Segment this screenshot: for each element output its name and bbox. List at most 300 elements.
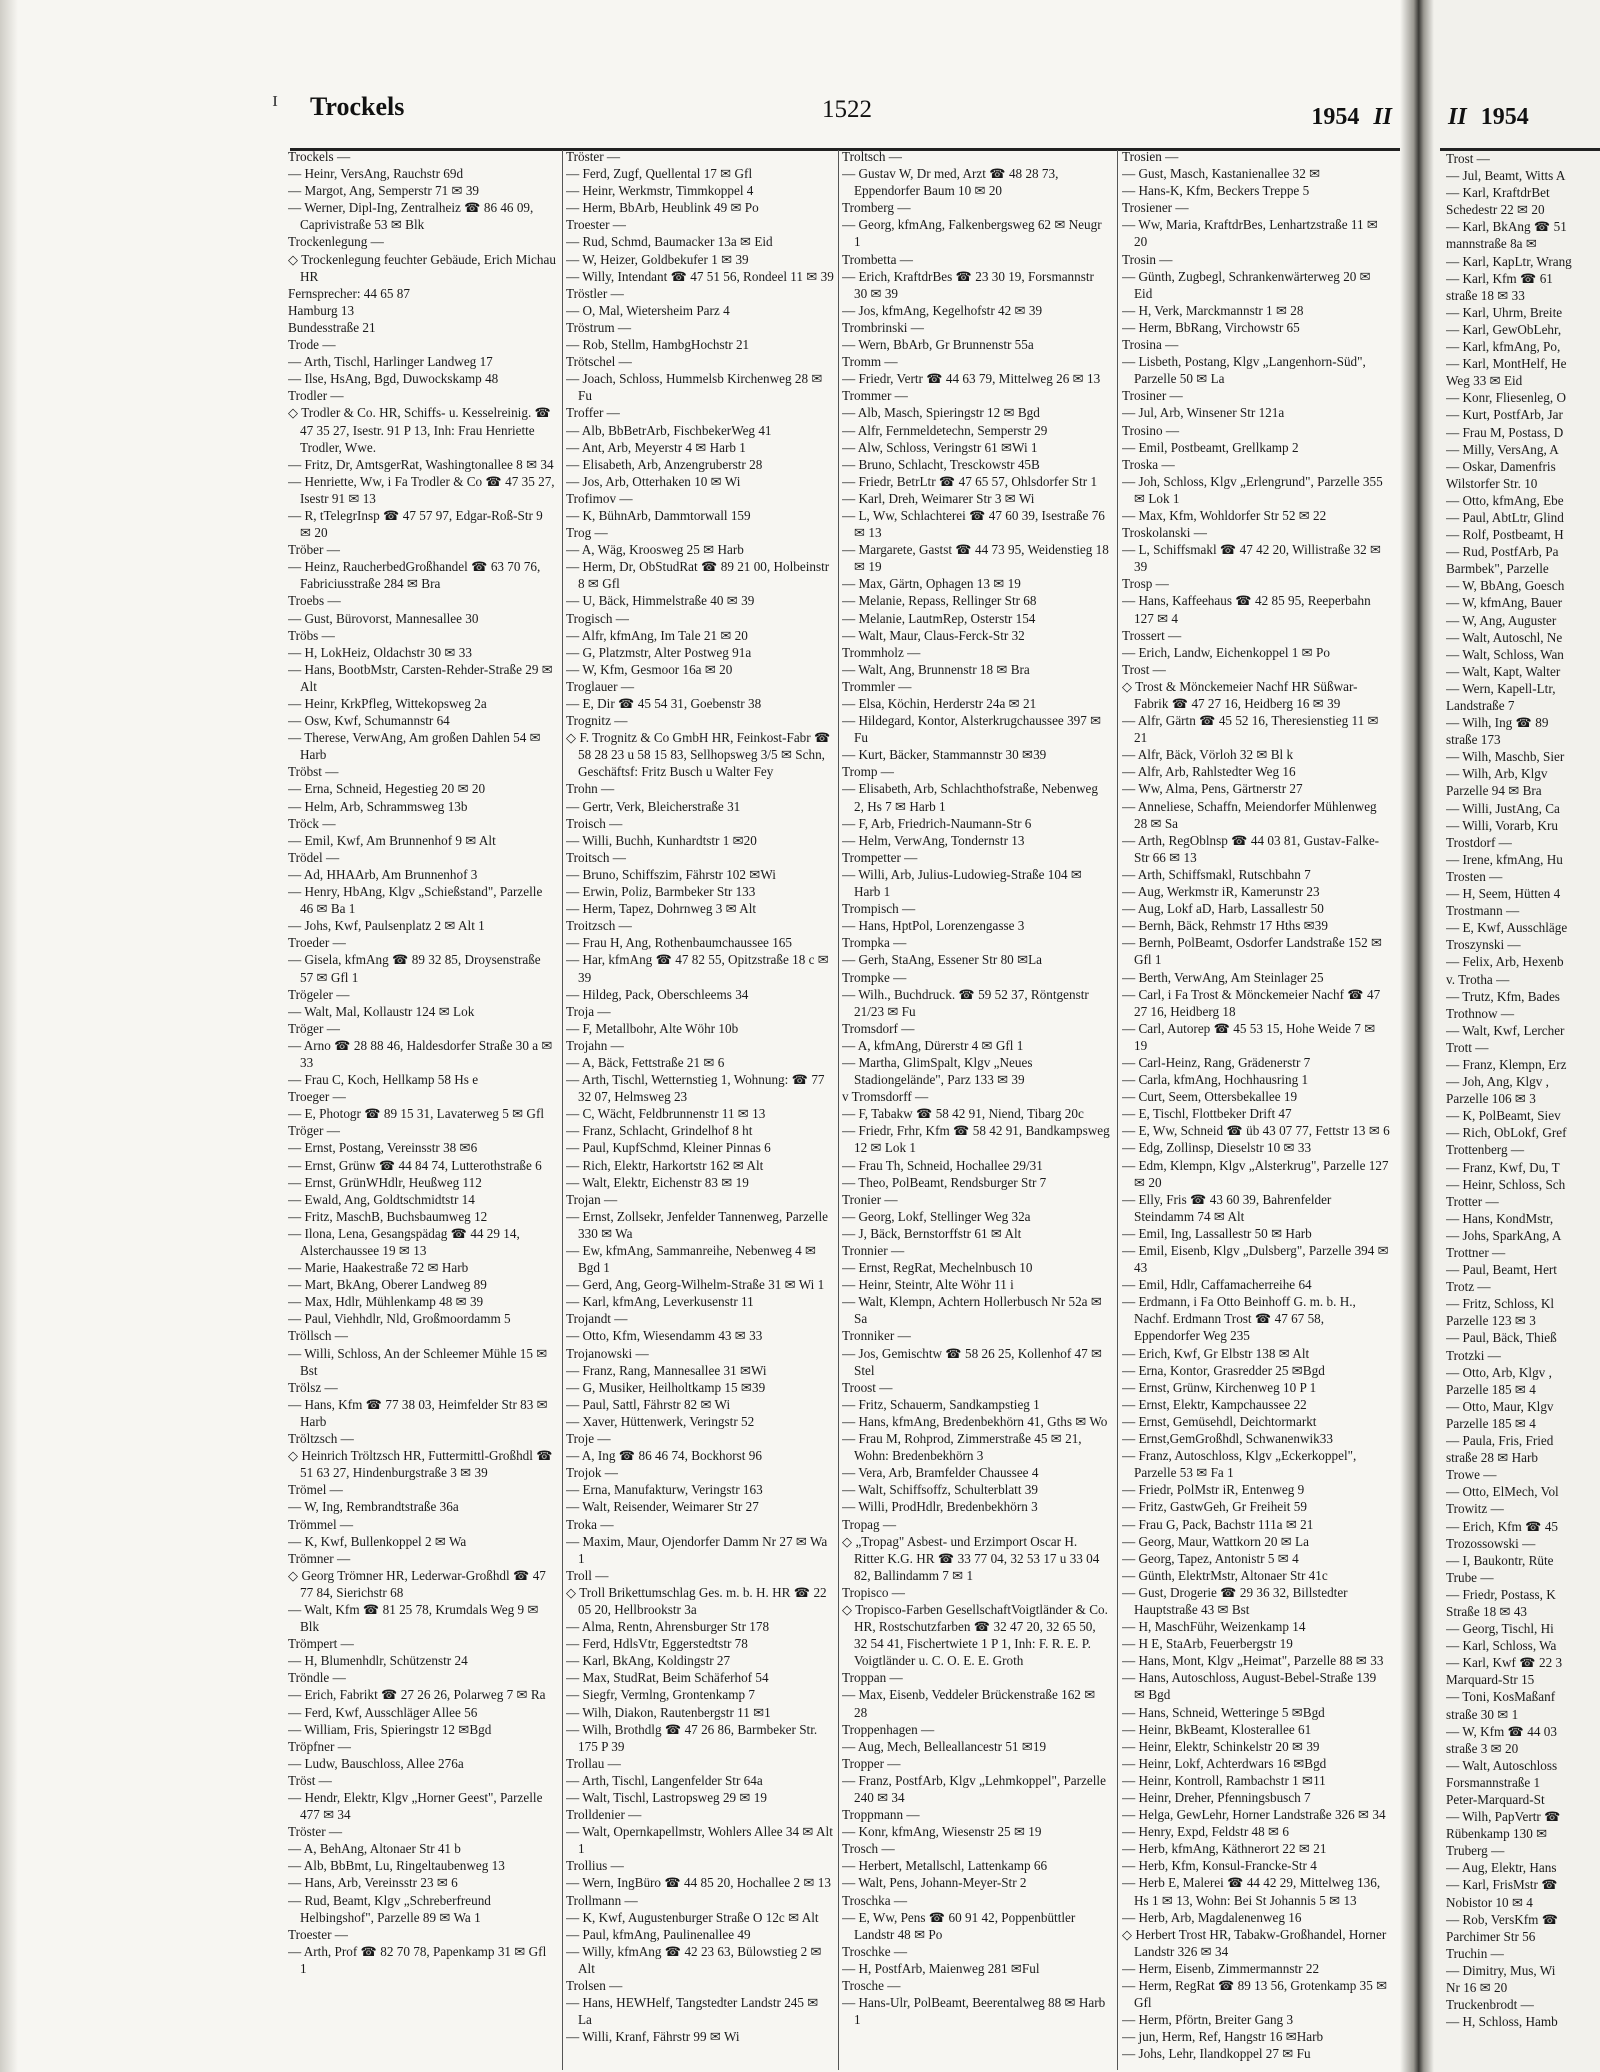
person-entry: — Walt, Maur, Claus-Ferck-Str 32 — [842, 627, 1025, 643]
surname-heading: Trode — — [288, 337, 336, 353]
person-entry: — Karl, Schloss, Wa — [1446, 1638, 1557, 1654]
person-entry: — Heinr, Elektr, Schinkelstr 20 ✉ 39 — [1122, 1738, 1320, 1754]
person-entry: — Georg, Tischl, Hi — [1446, 1621, 1554, 1637]
person-entry: — Bernh, PolBeamt, Osdorfer Landstraße 152 ✉ Gfl 1 — [1122, 935, 1383, 968]
person-entry: — Joach, Schloss, Hummelsb Kirchenweg 28 ✉ Fu — [566, 371, 823, 404]
person-entry: — Ernst, Postang, Vereinsstr 38 ✉6 — [288, 1140, 478, 1156]
person-entry: — U, Bäck, Himmelstraße 40 ✉ 39 — [566, 593, 755, 609]
person-entry: — E, Ww, Pens ☎ 60 91 42, Poppenbüttler Landstr 48 ✉ Po — [842, 1909, 1076, 1942]
surname-heading: Trosino — — [1122, 422, 1180, 438]
person-entry: — Alw, Schloss, Veringstr 61 ✉Wi 1 — [842, 439, 1038, 455]
person-entry: — Walt, Kwf, Lercher — [1446, 1022, 1565, 1038]
person-entry: — Alfr, Fernmeldetechn, Semperstr 29 — [842, 422, 1048, 438]
person-entry: — Alfr, Arb, Rahlstedter Weg 16 — [1122, 764, 1296, 780]
person-entry: — Ant, Arb, Meyerstr 4 ✉ Harb 1 — [566, 439, 746, 455]
person-entry: — Erwin, Poliz, Barmbeker Str 133 — [566, 884, 756, 900]
person-entry: — Bruno, Schlacht, Tresckowstr 45B — [842, 456, 1040, 472]
person-entry: — Karl, Kwf ☎ 22 3 — [1446, 1655, 1563, 1671]
person-entry: — Hans, Arb, Vereinsstr 23 ✉ 6 — [288, 1875, 458, 1891]
surname-heading: Troskolanski — — [1122, 525, 1207, 541]
person-entry: — Henry, Expd, Feldstr 48 ✉ 6 — [1122, 1824, 1289, 1840]
person-entry: — Jos, kfmAng, Kegelhofstr 42 ✉ 39 — [842, 302, 1043, 318]
surname-heading: Trosch — — [842, 1841, 895, 1857]
person-entry: — G, Platzmstr, Alter Postweg 91a — [566, 644, 752, 660]
surname-heading: Nr 16 ✉ 20 — [1446, 1980, 1508, 1996]
person-entry: — Willi, JustAng, Ca — [1446, 800, 1560, 816]
person-entry: — W, Ing, Rembrandtstraße 36a — [288, 1499, 459, 1515]
person-entry: — Walt, Opernkapellmstr, Wohlers Allee 34 ✉ Alt 1 — [566, 1824, 833, 1857]
surname-heading: Trotz — — [1446, 1279, 1491, 1295]
person-entry: — Frau C, Koch, Hellkamp 58 Hs e — [288, 1072, 479, 1088]
person-entry: — Karl, GewObLehr, — [1446, 321, 1562, 337]
surname-heading: straße 173 — [1446, 732, 1501, 748]
person-entry: — Walt, Kfm ☎ 81 25 78, Krumdals Weg 9 ✉ Blk — [288, 1601, 539, 1635]
person-entry: — Aug, Mech, Belleallancestr 51 ✉19 — [842, 1738, 1047, 1754]
person-entry: — Hans-K, Kfm, Beckers Treppe 5 — [1122, 183, 1310, 199]
person-entry: — E, Photogr ☎ 89 15 31, Lavaterweg 5 ✉ Gfl — [288, 1106, 545, 1122]
person-entry: — Kurt, Bäcker, Stammannstr 30 ✉39 — [842, 747, 1047, 763]
person-entry: — Herm, Dr, ObStudRat ☎ 89 21 00, Holbeinstr 8 ✉ Gfl — [566, 559, 830, 592]
person-entry: — Paul, AbtLtr, Glind — [1446, 509, 1564, 525]
surname-heading: Tromm — — [842, 354, 898, 370]
person-entry: — Walt, Elektr, Eichenstr 83 ✉ 19 — [566, 1174, 749, 1190]
surname-heading: v Tromsdorff — — [842, 1089, 929, 1105]
surname-heading: Troebs — — [288, 593, 341, 609]
person-entry: — Wilh, Ing ☎ 89 — [1446, 715, 1549, 731]
person-entry: — Ernst, Elektr, Kampchaussee 22 — [1122, 1396, 1307, 1412]
person-entry: — Bruno, Schiffszim, Fährstr 102 ✉Wi — [566, 866, 776, 882]
year: 1954 — [1311, 104, 1360, 130]
person-entry: — Hans, Kfm ☎ 77 38 03, Heimfelder Str 83 ✉ Harb — [288, 1396, 548, 1429]
surname-heading: Tronniker — — [842, 1328, 911, 1344]
person-entry: — Willi, ProdHdlr, Bredenbekhörn 3 — [842, 1499, 1038, 1515]
person-entry: — Edg, Zollinsp, Dieselstr 10 ✉ 33 — [1122, 1140, 1312, 1156]
surname-heading: Trömpert — — [288, 1636, 354, 1652]
page-number: 1522 — [822, 96, 872, 123]
person-entry: — C, Wächt, Feldbrunnenstr 11 ✉ 13 — [566, 1106, 766, 1122]
person-entry: — Paul, Beamt, Hert — [1446, 1262, 1557, 1278]
surname-heading: Troffer — — [566, 405, 620, 421]
person-entry: — Ludw, Bauschloss, Allee 276a — [288, 1755, 464, 1771]
surname-heading: Tröger — — [288, 1020, 340, 1036]
person-entry: — Hildeg, Pack, Oberschleems 34 — [566, 986, 749, 1002]
person-entry: — Elisabeth, Arb, Anzengruberstr 28 — [566, 456, 763, 472]
person-entry: — Erna, Kontor, Grasredder 25 ✉Bgd — [1122, 1362, 1325, 1378]
surname-heading: Landstraße 7 — [1446, 698, 1515, 713]
surname-heading: Troisch — — [566, 815, 623, 831]
person-entry: — Arth, Tischl, Langenfelder Str 64a — [566, 1772, 763, 1788]
person-entry: — Herb, kfmAng, Käthnerort 22 ✉ 21 — [1122, 1841, 1327, 1857]
surname-heading: Trube — — [1446, 1569, 1494, 1585]
person-entry: — Joh, Ang, Klgv , — [1446, 1074, 1549, 1090]
person-entry: — Herm, BbArb, Heublink 49 ✉ Po — [566, 200, 759, 216]
surname-heading: Troppenhagen — — [842, 1721, 935, 1737]
surname-heading: Trollius — — [566, 1858, 624, 1874]
person-entry: — Ferd, Zugf, Quellental 17 ✉ Gfl — [566, 166, 753, 182]
surname-heading: Trolldenier — — [566, 1807, 642, 1823]
person-entry: — Hans, Mont, Klgv „Heimat", Parzelle 88 ✉ 33 — [1122, 1653, 1384, 1669]
person-entry: — Wilh, Diakon, Rautenbergstr 11 ✉1 — [566, 1704, 771, 1720]
surname-heading: Troska — — [1122, 456, 1175, 472]
person-entry: — Toni, KosMaßanf — [1446, 1689, 1556, 1705]
person-entry: — Ernst, Gemüsehdl, Deichtormarkt — [1122, 1413, 1317, 1429]
surname-heading: Tröck — — [288, 815, 336, 831]
person-entry: — Carl, i Fa Trost & Mönckemeier Nachf ☎ 47 27 16, Heidberg 18 — [1122, 986, 1381, 1019]
person-entry: — Edm, Klempn, Klgv „Alsterkrug", Parzelle 127 ✉ 20 — [1122, 1157, 1389, 1190]
person-entry: — Franz, Schlacht, Grindelhof 8 ht — [566, 1123, 753, 1139]
person-entry: — Elisabeth, Arb, Schlachthofstraße, Nebenweg 2, Hs 7 ✉ Harb 1 — [842, 781, 1098, 814]
person-entry: — K, Kwf, Bullenkoppel 2 ✉ Wa — [288, 1533, 467, 1549]
person-entry: — Helm, VerwAng, Tondernstr 13 — [842, 832, 1025, 848]
person-entry: — Wilh, Brothdlg ☎ 47 26 86, Barmbeker Str. 175 P 39 — [566, 1721, 818, 1754]
surname-heading: Wilstorfer Str. 10 — [1446, 475, 1538, 491]
person-entry: — Alb, BbBetrArb, FischbekerWeg 41 — [566, 422, 772, 438]
person-entry: — Carla, kfmAng, Hochhausring 1 — [1122, 1072, 1309, 1088]
surname-heading: Troszynski — — [1446, 937, 1521, 953]
person-entry: — A, Ing ☎ 86 46 74, Bockhorst 96 — [566, 1448, 762, 1464]
person-entry: — W, Ang, Auguster — [1446, 612, 1557, 628]
business-entry: ◇ Troll Brikettumschlag Ges. m. b. H. HR ☎ 22 05 20, Hellbrookstr 3a — [566, 1584, 827, 1617]
person-entry: — Karl, BkAng ☎ 51 — [1446, 219, 1567, 235]
person-entry: — J, Bäck, Bernstorffstr 61 ✉ Alt — [842, 1225, 1022, 1241]
person-entry: — Emil, Kwf, Am Brunnenhof 9 ✉ Alt — [288, 832, 496, 848]
person-entry: — Gertr, Verk, Bleicherstraße 31 — [566, 798, 741, 814]
surname-heading: Tröger — — [288, 1123, 340, 1139]
person-entry: — Arth, RegOblnsp ☎ 44 03 81, Gustav-Falke-Str 66 ✉ 13 — [1122, 832, 1380, 865]
surname-heading: Parzelle 123 ✉ 3 — [1446, 1313, 1536, 1329]
surname-heading: Tronnier — — [842, 1243, 905, 1258]
person-entry: — Walt, Autoschl, Ne — [1446, 629, 1563, 645]
person-entry: — L, Ww, Schlachterei ☎ 47 60 39, Isestraße 76 ✉ 13 — [842, 507, 1105, 541]
surname-heading: Trompisch — — [842, 901, 916, 917]
person-entry: — Heinr, BkBeamt, Klosterallee 61 — [1122, 1721, 1312, 1737]
surname-heading: Tröster — — [288, 1824, 343, 1840]
surname-heading: Trojan — — [566, 1191, 618, 1207]
surname-heading: Troglauer — — [566, 678, 635, 694]
person-entry: — Walt, Schloss, Wan — [1446, 646, 1564, 662]
book-gutter — [1400, 0, 1434, 2072]
surname-heading: Parzelle 185 ✉ 4 — [1446, 1415, 1536, 1431]
surname-heading: Trothnow — — [1446, 1005, 1515, 1021]
surname-heading: Trowe — — [1446, 1467, 1497, 1483]
person-entry: — Emil, Hdlr, Caffamacherreihe 64 — [1122, 1277, 1312, 1293]
person-entry: — Herm, Tapez, Dohrnweg 3 ✉ Alt — [566, 901, 757, 917]
person-entry: — Margot, Ang, Semperstr 71 ✉ 39 — [288, 183, 480, 199]
person-entry: — Maxim, Maur, Ojendorfer Damm Nr 27 ✉ Wa 1 — [566, 1533, 828, 1566]
surname-heading: Trosiner — — [1122, 388, 1183, 404]
person-entry: — Fritz, Schloss, Kl — [1446, 1296, 1555, 1312]
surname-heading: v. Trotha — — [1446, 971, 1510, 987]
surname-heading: Tropag — — [842, 1516, 897, 1532]
surname-heading: Tröst — — [288, 1772, 332, 1788]
business-entry: ◇ Herbert Trost HR, Tabakw-Großhandel, Horner Landstr 326 ✉ 34 — [1122, 1926, 1387, 1959]
person-entry: — Heinz, RaucherbedGroßhandel ☎ 63 70 76, Fabriciusstraße 284 ✉ Bra — [288, 559, 541, 592]
person-entry: — H, Seem, Hütten 4 — [1446, 886, 1561, 902]
person-entry: — I, Baukontr, Rüte — [1446, 1552, 1554, 1568]
surname-heading: Trogisch — — [566, 610, 629, 626]
person-entry: — A, Bäck, Fettstraße 21 ✉ 6 — [566, 1054, 725, 1070]
surname-heading: Trost — — [1446, 151, 1490, 166]
person-entry: — Carl, Autorep ☎ 45 53 15, Hohe Weide 7 ✉ 19 — [1122, 1020, 1376, 1053]
surname-heading: Trost — — [1122, 661, 1166, 677]
person-entry: — Emil, Ing, Lassallestr 50 ✉ Harb — [1122, 1225, 1312, 1241]
person-entry: — Anneliese, Schaffn, Meiendorfer Mühlenweg 28 ✉ Sa — [1122, 798, 1377, 831]
person-entry: — Alfr, kfmAng, Im Tale 21 ✉ 20 — [566, 627, 748, 643]
surname-heading: Trompka — — [842, 935, 907, 951]
directory-column-4 — [1122, 148, 1390, 2068]
person-entry: — Hildegard, Kontor, Alsterkrugchaussee 397 ✉ Fu — [842, 713, 1102, 746]
running-head: Trockels — [310, 92, 405, 121]
person-entry: — Vera, Arb, Bramfelder Chaussee 4 — [842, 1465, 1039, 1481]
person-entry: — Marie, Haakestraße 72 ✉ Harb — [288, 1260, 469, 1276]
person-entry: — Hans, Autoschloss, August-Bebel-Straße 139 ✉ Bgd — [1122, 1670, 1377, 1703]
surname-heading: Troja — — [566, 1003, 611, 1019]
surname-heading: Troitsch — — [566, 849, 626, 865]
person-entry: — Bernh, Bäck, Rehmstr 17 Hths ✉39 — [1122, 918, 1328, 934]
surname-heading: Trompetter — — [842, 849, 918, 865]
person-entry: — Rob, Stellm, HambgHochstr 21 — [566, 337, 750, 353]
person-entry: — Herm, BbRang, Virchowstr 65 — [1122, 319, 1300, 335]
person-entry: — Otto, Maur, Klgv — [1446, 1398, 1554, 1414]
person-entry: — Heinr, Werkmstr, Timmkoppel 4 — [566, 183, 754, 199]
person-entry: — Jos, Arb, Otterhaken 10 ✉ Wi — [566, 473, 741, 489]
person-entry: — Helm, Arb, Schrammsweg 13b — [288, 798, 468, 814]
person-entry: — E, Ww, Schneid ☎ üb 43 07 77, Fettstr 13 ✉ 6 — [1122, 1123, 1390, 1139]
person-entry: — Herb, Kfm, Konsul-Francke-Str 4 — [1122, 1858, 1317, 1874]
person-entry: — Karl, kfmAng, Leverkusenstr 11 — [566, 1294, 754, 1310]
surname-heading: Trommholz — — [842, 644, 921, 660]
person-entry: — Willi, Arb, Julius-Ludowieg-Straße 104 ✉ Harb 1 — [842, 866, 1082, 900]
person-entry: — Herb, Arb, Magdalenenweg 16 — [1122, 1909, 1302, 1925]
surname-heading: Trosten — — [1446, 868, 1503, 884]
person-entry: — Erna, Manufakturw, Veringstr 163 — [566, 1482, 763, 1498]
person-entry: — Franz, PostfArb, Klgv „Lehmkoppel", Parzelle 240 ✉ 34 — [842, 1772, 1106, 1805]
surname-heading: Tröbst — — [288, 764, 339, 780]
person-entry: — Osw, Kwf, Schumannstr 64 — [288, 713, 450, 729]
person-entry: — Hendr, Elektr, Klgv „Horner Geest", Parzelle 477 ✉ 34 — [288, 1790, 543, 1823]
person-entry: — Rolf, Postbeamt, H — [1446, 527, 1564, 543]
person-entry: — Ernst,GemGroßhdl, Schwanenwik33 — [1122, 1431, 1333, 1447]
surname-heading: Trognitz — — [566, 713, 628, 729]
person-entry: — Hans, Schneid, Wetteringe 5 ✉Bgd — [1122, 1704, 1325, 1720]
person-entry: — Wern, Kapell-Ltr, — [1446, 680, 1556, 696]
person-entry: — A, kfmAng, Dürerstr 4 ✉ Gfl 1 — [842, 1037, 1024, 1053]
person-entry: — K, Kwf, Augustenburger Straße O 12c ✉ Alt — [566, 1909, 819, 1925]
column-separator — [1117, 150, 1118, 2070]
person-entry: — Curt, Seem, Ottersbekallee 19 — [1122, 1089, 1298, 1105]
surname-heading: Troppmann — — [842, 1807, 920, 1823]
person-entry: — Arth, Tischl, Wetternstieg 1, Wohnung: ☎ 77 32 07, Helmsweg 23 — [566, 1072, 825, 1105]
surname-heading: Trötschel — — [566, 354, 632, 370]
person-entry: — Karl, BkAng, Koldingstr 27 — [566, 1653, 731, 1669]
person-entry: — Rob, VersKfm ☎ — [1446, 1911, 1559, 1927]
year-volume — [1311, 104, 1392, 131]
business-entry: ◇ Trodler & Co. HR, Schiffs- u. Kesselreinig. ☎ 47 35 27, Isestr. 91 P 13, Inh: Frau Henriette Trodler, Wwe. — [288, 405, 551, 455]
person-entry: — Johs, Kwf, Paulsenplatz 2 ✉ Alt 1 — [288, 918, 485, 934]
surname-heading: Fernsprecher: 44 65 87 — [288, 285, 410, 301]
person-entry: — Heinr, Dreher, Pfenningsbusch 7 — [1122, 1790, 1311, 1805]
surname-heading: Tröllsch — — [288, 1328, 348, 1344]
person-entry: — Erna, Schneid, Hegestieg 20 ✉ 20 — [288, 781, 486, 797]
business-entry: ◇ Heinrich Tröltzsch HR, Futtermittl-Großhdl ☎ 51 63 27, Hindenburgstraße 3 ✉ 39 — [288, 1448, 553, 1481]
person-entry: — Paula, Fris, Fried — [1446, 1433, 1554, 1449]
directory-column-2 — [566, 148, 834, 2068]
person-entry: — Theo, PolBeamt, Rendsburger Str 7 — [842, 1174, 1047, 1190]
person-entry: — Karl, Uhrm, Breite — [1446, 304, 1563, 320]
person-entry: — Max, Hdlr, Mühlenkamp 48 ✉ 39 — [288, 1294, 484, 1310]
surname-heading: Peter-Marquard-St — [1446, 1792, 1545, 1807]
surname-heading: Weg 33 ✉ Eid — [1446, 373, 1523, 389]
surname-heading: Troeger — — [288, 1089, 346, 1105]
surname-heading: Trollau — — [566, 1755, 621, 1771]
page-header — [0, 92, 1420, 152]
person-entry: — Wilh, Arb, Klgv — [1446, 766, 1548, 782]
person-entry: — Heinr, Steintr, Alte Wöhr 11 i — [842, 1277, 1014, 1293]
surname-heading: Trollmann — — [566, 1892, 638, 1908]
surname-heading: Trott — — [1446, 1039, 1489, 1055]
person-entry: — F, Tabakw ☎ 58 42 91, Niend, Tibarg 20c — [842, 1106, 1084, 1122]
person-entry: — F, Arb, Friedrich-Naumann-Str 6 — [842, 815, 1032, 831]
person-entry: — Georg, kfmAng, Falkenbergsweg 62 ✉ Neugr 1 — [842, 217, 1102, 250]
person-entry: — Paul, KupfSchmd, Kleiner Pinnas 6 — [566, 1140, 771, 1156]
surname-heading: Tropisco — — [842, 1584, 905, 1600]
person-entry: — F, Metallbohr, Alte Wöhr 10b — [566, 1020, 739, 1036]
person-entry: — Arno ☎ 28 88 46, Haldesdorfer Straße 30 a ✉ 33 — [288, 1037, 553, 1070]
person-entry: — Karl, MontHelf, He — [1446, 356, 1567, 372]
person-entry: — Wilh, Maschb, Sier — [1446, 749, 1565, 765]
surname-heading: Troschke — — [842, 1943, 908, 1959]
facing-volume: II — [1448, 104, 1467, 130]
person-entry: — Wilh., Buchdruck. ☎ 59 52 37, Röntgenstr 21/23 ✉ Fu — [842, 986, 1089, 1019]
surname-heading: Truchin — — [1446, 1945, 1504, 1961]
surname-heading: Tröster — — [566, 149, 621, 164]
surname-heading: Troppan — — [842, 1670, 903, 1686]
surname-heading: Nobistor 10 ✉ 4 — [1446, 1894, 1533, 1910]
surname-heading: Tröbs — — [288, 627, 335, 643]
surname-heading: Tromp — — [842, 764, 894, 780]
surname-heading: Tröndle — — [288, 1670, 346, 1686]
surname-heading: Trolsen — — [566, 1978, 623, 1994]
surname-heading: Truckenbrodt — — [1446, 1997, 1534, 2013]
surname-heading: mannstraße 8a ✉ — [1446, 236, 1537, 252]
person-entry: — Alfr, Gärtn ☎ 45 52 16, Theresienstieg 11 ✉ 21 — [1122, 713, 1379, 746]
person-entry: — W, kfmAng, Bauer — [1446, 595, 1563, 611]
surname-heading: Parzelle 106 ✉ 3 — [1446, 1091, 1536, 1107]
person-entry: — Alma, Rentn, Ahrensburger Str 178 — [566, 1619, 770, 1635]
facing-page — [1420, 0, 1600, 2072]
person-entry: — Wilh, PapVertr ☎ — [1446, 1809, 1561, 1825]
person-entry: — Hans, Kaffeehaus ☎ 42 85 95, Reeperbahn 127 ✉ 4 — [1122, 593, 1371, 626]
surname-heading: Tropper — — [842, 1755, 901, 1771]
person-entry: — Felix, Arb, Hexenb — [1446, 954, 1564, 970]
person-entry: — E, Dir ☎ 45 54 31, Goebenstr 38 — [566, 696, 762, 711]
person-entry: — Aug, Werkmstr iR, Kamerunstr 23 — [1122, 884, 1320, 900]
person-entry: — Walt, Ang, Brunnenstr 18 ✉ Bra — [842, 661, 1030, 677]
person-entry: — Aug, Elektr, Hans — [1446, 1860, 1557, 1876]
person-entry: — E, Kwf, Ausschläge — [1446, 920, 1568, 936]
person-entry: — Herbert, Metallschl, Lattenkamp 66 — [842, 1858, 1048, 1874]
person-entry: — Karl, Dreh, Weimarer Str 3 ✉ Wi — [842, 490, 1035, 506]
surname-heading: Troschka — — [842, 1892, 908, 1908]
surname-heading: Trohn — — [566, 781, 615, 797]
directory-column-1 — [288, 148, 556, 2068]
person-entry: — Gust, Drogerie ☎ 29 36 32, Billstedter Hauptstraße 43 ✉ Bst — [1122, 1584, 1348, 1617]
person-entry: — Friedr, Postass, K — [1446, 1586, 1556, 1602]
surname-heading: Hamburg 13 — [288, 302, 355, 318]
surname-heading: Tröpfner — — [288, 1738, 351, 1754]
person-entry: — Alfr, Bäck, Vörloh 32 ✉ Bl k — [1122, 747, 1294, 763]
person-entry: — Gisela, kfmAng ☎ 89 32 85, Droysenstraße 57 ✉ Gfl 1 — [288, 952, 541, 985]
person-entry: — Henriette, Ww, i Fa Trodler & Co ☎ 47 35 27, Isestr 91 ✉ 13 — [288, 473, 555, 506]
business-entry: ◇ F. Trognitz & Co GmbH HR, Feinkost-Fabr ☎ 58 28 23 u 58 15 83, Sellhopsweg 3/5 ✉ Schn, Geschäftsf: Fritz Busch u Walter Fey — [566, 730, 831, 780]
surname-heading: Bundesstraße 21 — [288, 319, 376, 335]
person-entry: — Lisbeth, Postang, Klgv „Langenhorn-Süd", Parzelle 50 ✉ La — [1122, 354, 1366, 387]
person-entry: — Willy, kfmAng ☎ 42 23 63, Bülowstieg 2 ✉ Alt — [566, 1943, 822, 1976]
person-entry: — Aug, Lokf aD, Harb, Lassallestr 50 — [1122, 901, 1324, 917]
surname-heading: Trojandt — — [566, 1311, 628, 1327]
surname-heading: Troitzsch — — [566, 918, 632, 934]
person-entry: — Ad, HHAArb, Am Brunnenhof 3 — [288, 866, 478, 882]
person-entry: — Frau M, Postass, D — [1446, 424, 1564, 440]
person-entry: — Gust, Bürovorst, Mannesallee 30 — [288, 610, 479, 626]
person-entry: — Heinr, VersAng, Rauchstr 69d — [288, 166, 464, 182]
person-entry: — Frau M, Rohprod, Zimmerstraße 45 ✉ 21, Wohn: Bredenbekhörn 3 — [842, 1431, 1082, 1464]
person-entry: — Jos, Gemischtw ☎ 58 26 25, Kollenhof 47 ✉ Stel — [842, 1345, 1103, 1378]
person-entry: — Gerd, Ang, Georg-Wilhelm-Straße 31 ✉ Wi 1 — [566, 1277, 825, 1293]
surname-heading: Troltsch — — [842, 149, 902, 164]
surname-heading: Forsmannstraße 1 — [1446, 1774, 1541, 1790]
person-entry: — Walt, Reisender, Weimarer Str 27 — [566, 1499, 759, 1515]
person-entry: — Georg, Maur, Wattkorn 20 ✉ La — [1122, 1533, 1309, 1549]
person-entry: — Ww, Alma, Pens, Gärtnerstr 27 — [1122, 781, 1303, 797]
person-entry: — R, tTelegrInsp ☎ 47 57 97, Edgar-Roß-Str 9 ✉ 20 — [288, 507, 543, 541]
facing-page-header — [1448, 104, 1529, 131]
person-entry: — Heinr, KrkPfleg, Wittekopsweg 2a — [288, 696, 487, 711]
business-entry: ◇ Georg Trömner HR, Lederwar-Großhdl ☎ 47 77 84, Sierichstr 68 — [288, 1567, 546, 1600]
person-entry: — Martha, GlimSpalt, Klgv „Neues Stadiongelände", Parz 133 ✉ 39 — [842, 1054, 1033, 1088]
surname-heading: Trozossowski — — [1446, 1535, 1536, 1551]
surname-heading: Troost — — [842, 1379, 893, 1395]
person-entry: — Henry, HbAng, Klgv „Schießstand", Parzelle 46 ✉ Ba 1 — [288, 884, 543, 917]
surname-heading: straße 3 ✉ 20 — [1446, 1740, 1519, 1756]
surname-heading: Trostmann — — [1446, 903, 1520, 919]
person-entry: — H, LokHeiz, Oldachstr 30 ✉ 33 — [288, 644, 472, 660]
person-entry: — H, Blumenhdlr, Schützenstr 24 — [288, 1653, 468, 1669]
person-entry: — Fritz, Schauerm, Sandkampstieg 1 — [842, 1396, 1040, 1412]
person-entry: — Har, kfmAng ☎ 47 82 55, Opitzstraße 18 c ✉ 39 — [566, 952, 829, 985]
person-entry: — Otto, ElMech, Vol — [1446, 1484, 1559, 1500]
person-entry: — Franz, Klempn, Erz — [1446, 1056, 1567, 1072]
person-entry: — H, Verk, Marckmannstr 1 ✉ 28 — [1122, 302, 1304, 318]
person-entry: — Ew, kfmAng, Sammanreihe, Nebenweg 4 ✉ Bgd 1 — [566, 1243, 817, 1276]
surname-heading: Trompke — — [842, 969, 907, 985]
surname-heading: Trosien — — [1122, 149, 1179, 164]
person-entry: — Otto, kfmAng, Ebe — [1446, 492, 1564, 508]
person-entry: — Rud, PostfArb, Pa — [1446, 544, 1559, 560]
person-entry: — Walt, Schiffsoffz, Schulterblatt 39 — [842, 1482, 1038, 1498]
surname-heading: Trottenberg — — [1446, 1142, 1525, 1158]
surname-heading: Trojok — — [566, 1465, 618, 1481]
person-entry: — Karl, Kfm ☎ 61 — [1446, 270, 1553, 286]
person-entry: — Herb E, Malerei ☎ 44 42 29, Mittelweg 136, Hs 1 ✉ 13, Wohn: Bei St Johannis 5 ✉ 13 — [1122, 1875, 1381, 1908]
surname-heading: Tröltzsch — — [288, 1431, 354, 1447]
person-entry: — Walt, Mal, Kollaustr 124 ✉ Lok — [288, 1003, 475, 1019]
facing-year: 1954 — [1480, 104, 1529, 130]
person-entry: — Johs, Lehr, Ilandkoppel 27 ✉ Fu — [1122, 2046, 1311, 2062]
business-entry: ◇ Trost & Mönckemeier Nachf HR Süßwar-Fabrik ☎ 47 27 16, Heidberg 16 ✉ 39 — [1122, 678, 1358, 711]
person-entry: — Joh, Schloss, Klgv „Erlengrund", Parzelle 355 ✉ Lok 1 — [1122, 473, 1383, 506]
person-entry: — Gustav W, Dr med, Arzt ☎ 48 28 73, Eppendorfer Baum 10 ✉ 20 — [842, 166, 1059, 199]
